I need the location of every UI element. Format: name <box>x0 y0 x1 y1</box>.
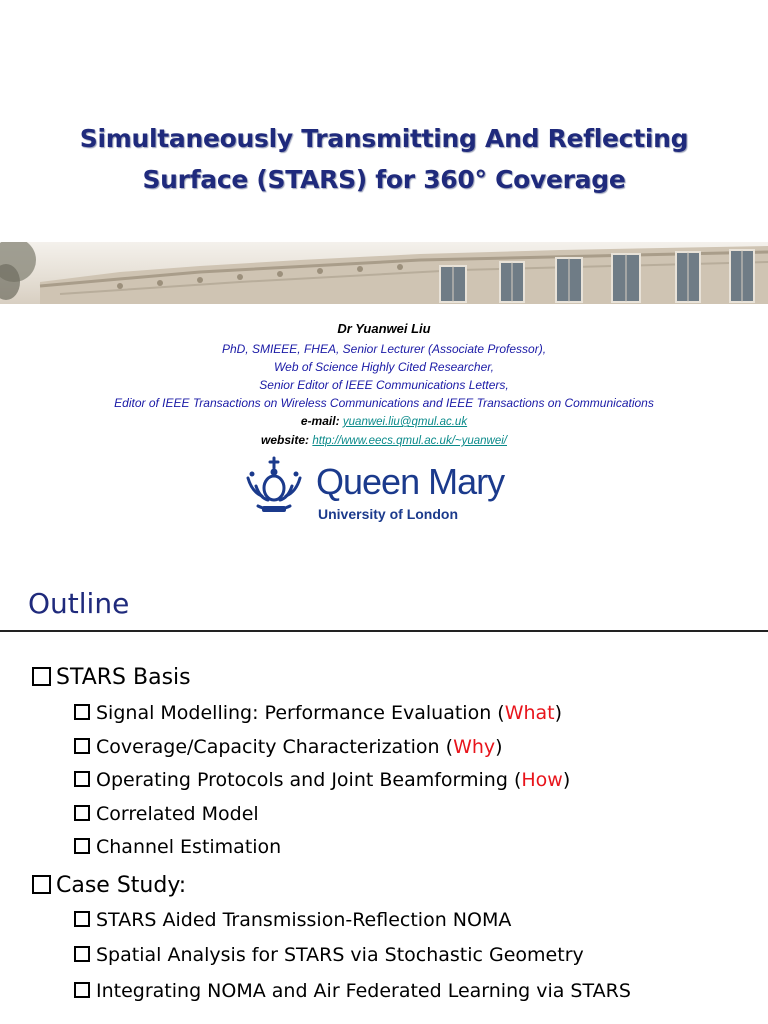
item-highlight: How <box>521 769 563 791</box>
qmul-logo <box>240 452 520 526</box>
list-item <box>32 871 186 901</box>
item-suffix: ) <box>554 702 563 724</box>
item-text: STARS Basis <box>56 665 191 690</box>
checkbox-icon <box>74 805 90 821</box>
checkbox-icon <box>74 946 90 962</box>
logo-name: Queen Mary <box>316 461 505 502</box>
credential-line: Senior Editor of IEEE Communications Letters, <box>259 378 509 392</box>
checkbox-icon <box>74 838 90 854</box>
item-text: Spatial Analysis for STARS via Stochastic Geometry <box>96 944 584 966</box>
item-text: Case Study: <box>56 873 187 898</box>
author-info <box>0 318 768 450</box>
building-banner-image <box>0 242 768 304</box>
outline-title: Outline <box>28 587 130 620</box>
credential-line: Web of Science Highly Cited Researcher, <box>274 360 494 374</box>
item-text: Integrating NOMA and Air Federated Learning via STARS <box>96 980 631 1002</box>
list-item <box>74 942 584 968</box>
credential-line: PhD, SMIEEE, FHEA, Senior Lecturer (Associate Professor), <box>221 342 547 356</box>
item-suffix: ) <box>562 769 571 791</box>
checkbox-icon <box>32 667 51 686</box>
item-highlight: Why <box>453 736 496 758</box>
email-link[interactable]: yuanwei.liu@qmul.ac.uk <box>342 416 468 428</box>
title-line-1: Simultaneously Transmitting And Reflecting <box>79 124 689 153</box>
item-text: Correlated Model <box>96 803 259 825</box>
title-divider <box>0 630 768 632</box>
item-text: Channel Estimation <box>96 836 282 858</box>
list-item <box>32 663 191 693</box>
title-line-2: Surface (STARS) for 360° Coverage <box>142 165 626 194</box>
list-item <box>74 700 562 726</box>
item-highlight: What <box>504 702 555 724</box>
checkbox-icon <box>32 875 51 894</box>
item-text: Signal Modelling: Performance Evaluation ( <box>96 702 505 724</box>
checkbox-icon <box>74 771 90 787</box>
author-name: Dr Yuanwei Liu <box>337 321 431 336</box>
qmul-crown-crest-icon <box>242 456 306 516</box>
checkbox-icon <box>74 911 90 927</box>
slide-title <box>0 118 768 200</box>
checkbox-icon <box>74 738 90 754</box>
email-label: e-mail: <box>300 414 343 428</box>
list-item <box>74 767 570 793</box>
list-item <box>74 801 259 827</box>
item-text: Coverage/Capacity Characterization ( <box>96 736 454 758</box>
list-item <box>74 834 281 860</box>
logo-subtitle: University of London <box>318 506 458 522</box>
credential-line: Editor of IEEE Transactions on Wireless Communications and IEEE Transactions on Communications <box>114 396 654 410</box>
checkbox-icon <box>74 704 90 720</box>
email-row <box>0 412 768 431</box>
list-item <box>74 907 511 933</box>
website-link[interactable]: http://www.eecs.qmul.ac.uk/~yuanwei/ <box>312 435 507 447</box>
list-item <box>74 734 503 760</box>
item-suffix: ) <box>495 736 503 758</box>
outline-slide <box>0 572 768 1024</box>
item-text: STARS Aided Transmission-Reflection NOMA <box>96 909 512 931</box>
website-row <box>0 431 768 450</box>
website-label: website: <box>261 433 313 447</box>
list-item <box>74 978 631 1004</box>
checkbox-icon <box>74 982 90 998</box>
building-facade-illustration <box>0 242 768 304</box>
item-text: Operating Protocols and Joint Beamforming ( <box>96 769 522 791</box>
